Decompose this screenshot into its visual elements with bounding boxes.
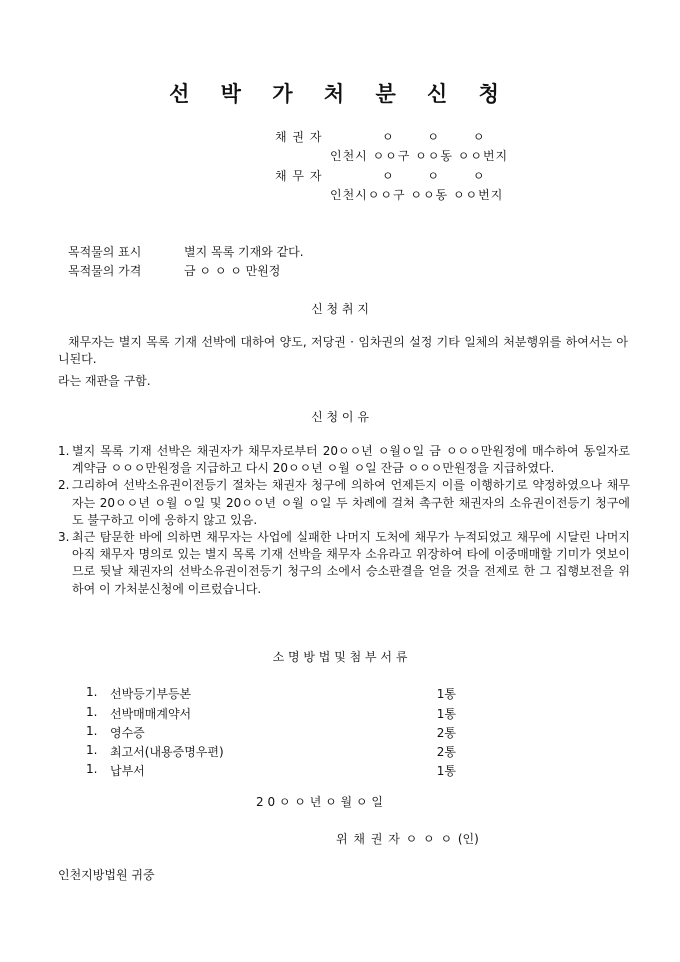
object-price-value: 금 ㅇ ㅇ ㅇ 만원정 xyxy=(184,264,281,278)
purpose-body: 채무자는 별지 목록 기재 선박에 대하여 양도, 저당권 · 임차권의 설정 기타 일체의 처분행위를 하여서는 아니된다. xyxy=(58,335,628,366)
object-price-label: 목적물의 가격 xyxy=(68,264,142,278)
attachment-row: 1. 영수증 2통 xyxy=(86,724,456,740)
object-display-value: 별지 목록 기재와 같다. xyxy=(184,245,304,259)
reasons-list xyxy=(58,443,630,598)
object-display-label: 목적물의 표시 xyxy=(68,245,142,259)
document-title: 선 박 가 처 분 신 청 xyxy=(169,81,511,106)
filing-date: 2 0 ㅇ ㅇ 년 ㅇ 월 ㅇ 일 xyxy=(256,795,383,809)
creditor-address: 인천시 ㅇㅇ구 ㅇㅇ동 ㅇㅇ번지 xyxy=(330,149,509,163)
attachment-row: 1. 납부서 1통 xyxy=(86,762,456,778)
reason-item: 1. 별지 목록 기재 선박은 채권자가 채무자로부터 20ㅇㅇ년 ㅇ월ㅇ일 금 ㅇㅇㅇ만원정에 매수하여 동일자로 계약금 ㅇㅇㅇ만원정을 지급하고 다시 20ㅇㅇ년 ㅇ월 ㅇ일 잔금 ㅇㅇㅇ만원정을 지급하였다. xyxy=(58,444,630,476)
debtor-name: ㅇ ㅇ ㅇ xyxy=(382,169,486,183)
creditor-label: 채 권 자 xyxy=(275,130,323,144)
creditor-name: ㅇ ㅇ ㅇ xyxy=(382,130,486,144)
debtor-address: 인천시ㅇㅇ구 ㅇㅇ동 ㅇㅇ번지 xyxy=(330,188,504,202)
reason-item: 3. 최근 탐문한 바에 의하면 채무자는 사업에 실패한 나머지 도처에 채무가 누적되었고 채무에 시달린 나머지 아직 채무자 명의로 있는 별지 목록 기재 선박을 채무자 소유라고 위장하여 타에 이중매매할 기미가 엿보이므로 뒷날 채권자의 선박소유권이전등기 청구의 소에서 승소판결을 얻을 것을 전제로 한 그 집행보전을 위하여 이 가처분신청에 이르렀습니다. xyxy=(58,530,630,596)
court-addressee: 인천지방법원 귀중 xyxy=(58,868,155,882)
purpose-heading: 신 청 취 지 xyxy=(311,302,369,316)
purpose-closing: 라는 재판을 구함. xyxy=(58,374,151,388)
attachment-row: 1. 선박등기부등본 1통 xyxy=(86,685,456,701)
reasons-heading: 신 청 이 유 xyxy=(311,410,369,424)
reason-item: 2. 그리하여 선박소유권이전등기 절차는 채권자 청구에 의하여 언제든지 이를 이행하기로 약정하였으나 채무자는 20ㅇㅇ년 ㅇ월 ㅇ일 및 20ㅇㅇ년 ㅇ월 ㅇ일 두 차례에 걸쳐 촉구한 채권자의 소유권이전등기 청구에도 불구하고 이에 응하지 않고 있음. xyxy=(58,478,630,527)
attachment-row: 1. 선박매매계약서 1통 xyxy=(86,705,456,721)
attachment-row: 1. 최고서(내용증명우편) 2통 xyxy=(86,743,456,759)
attachments-heading: 소 명 방 법 및 첨 부 서 류 xyxy=(272,650,408,664)
debtor-label: 채 무 자 xyxy=(275,169,323,183)
creditor-signature: 위 채 권 자 ㅇ ㅇ ㅇ (인) xyxy=(336,832,479,846)
